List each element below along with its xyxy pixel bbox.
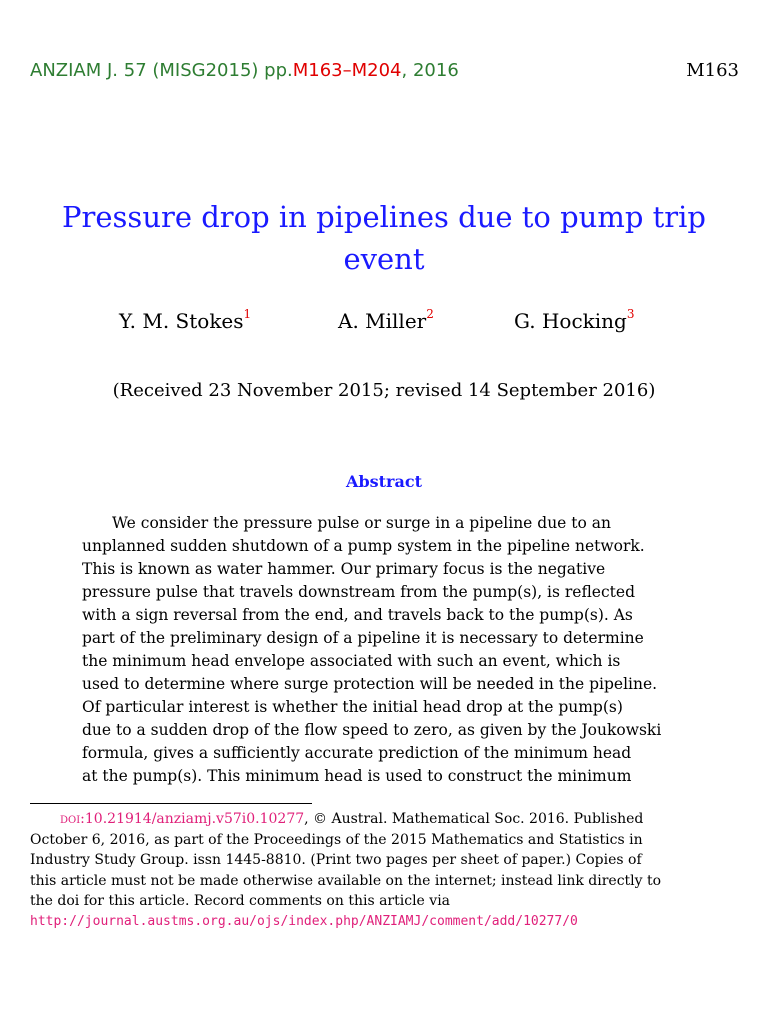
author-name: A. Miller — [338, 309, 427, 333]
footnote-line-3: Industry Study Group. issn 1445-8810. (Print two pages per sheet of paper.) Copies of — [30, 852, 642, 868]
abstract-heading: Abstract — [346, 472, 422, 491]
journal-citation — [30, 60, 459, 81]
title-line-1: Pressure drop in pipelines due to pump trip — [62, 200, 706, 234]
abstract-line: We consider the pressure pulse or surge in a pipeline due to an — [112, 514, 611, 532]
affiliation-mark-3[interactable]: 3 — [626, 307, 635, 322]
footnote-rule — [30, 803, 312, 804]
author-name: G. Hocking — [514, 309, 627, 333]
abstract-line: pressure pulse that travels downstream from the pump(s), is reflected — [82, 583, 635, 601]
abstract-line: at the pump(s). This minimum head is used to construct the minimum — [82, 767, 632, 785]
abstract-line: due to a sudden drop of the flow speed to zero, as given by the Joukowski — [82, 721, 662, 739]
abstract-line: formula, gives a sufficiently accurate prediction of the minimum head — [82, 744, 632, 762]
footnote-line-1 — [30, 809, 742, 830]
journal-prefix: ANZIAM J. 57 (MISG2015) pp. — [30, 60, 293, 81]
footnote-line-4: this article must not be made otherwise available on the internet; instead link directly to — [30, 872, 662, 889]
affiliation-mark-2[interactable]: 2 — [426, 307, 434, 322]
author-hocking — [514, 309, 635, 333]
abstract-line: unplanned sudden shutdown of a pump system in the pipeline network. — [82, 537, 645, 555]
author-miller — [338, 309, 434, 333]
footnote — [30, 809, 742, 932]
page-end-link[interactable]: M204 — [351, 60, 402, 81]
paper-title — [30, 196, 738, 280]
copyright-text: , © Austral. Mathematical Soc. 2016. Published — [304, 811, 644, 827]
page-range-dash: – — [342, 60, 352, 81]
abstract-line: used to determine where surge protection will be needed in the pipeline. — [82, 675, 658, 693]
abstract-body — [82, 512, 690, 788]
title-line-2: event — [343, 242, 425, 276]
footnote-line-5: the doi for this article. Record comments on this article via — [30, 893, 451, 909]
doi-link[interactable] — [60, 811, 304, 827]
abstract-line: This is known as water hammer. Our primary focus is the negative — [82, 560, 606, 578]
abstract-line: part of the preliminary design of a pipeline it is necessary to determine — [82, 629, 644, 647]
footnote-line-2: October 6, 2016, as part of the Proceedings of the 2015 Mathematics and Statistics in — [30, 831, 643, 848]
abstract-line: the minimum head envelope associated with such an event, which is — [82, 652, 621, 670]
author-name: Y. M. Stokes — [119, 309, 244, 333]
page-start-link[interactable]: M163 — [292, 60, 343, 81]
author-stokes — [119, 309, 251, 333]
page-number: M163 — [686, 60, 739, 81]
affiliation-mark-1[interactable]: 1 — [243, 307, 252, 322]
doi-value: 10.21914/anziamj.v57i0.10277 — [84, 811, 305, 827]
abstract-line: Of particular interest is whether the initial head drop at the pump(s) — [82, 698, 623, 716]
comment-url-link[interactable]: http://journal.austms.org.au/ojs/index.php/ANZIAMJ/comment/add/10277/0 — [30, 913, 578, 929]
received-dates: (Received 23 November 2015; revised 14 September 2016) — [112, 380, 656, 401]
doi-prefix: doi: — [60, 811, 85, 827]
journal-year: , 2016 — [401, 60, 459, 81]
abstract-line: with a sign reversal from the end, and travels back to the pump(s). As — [82, 606, 633, 624]
